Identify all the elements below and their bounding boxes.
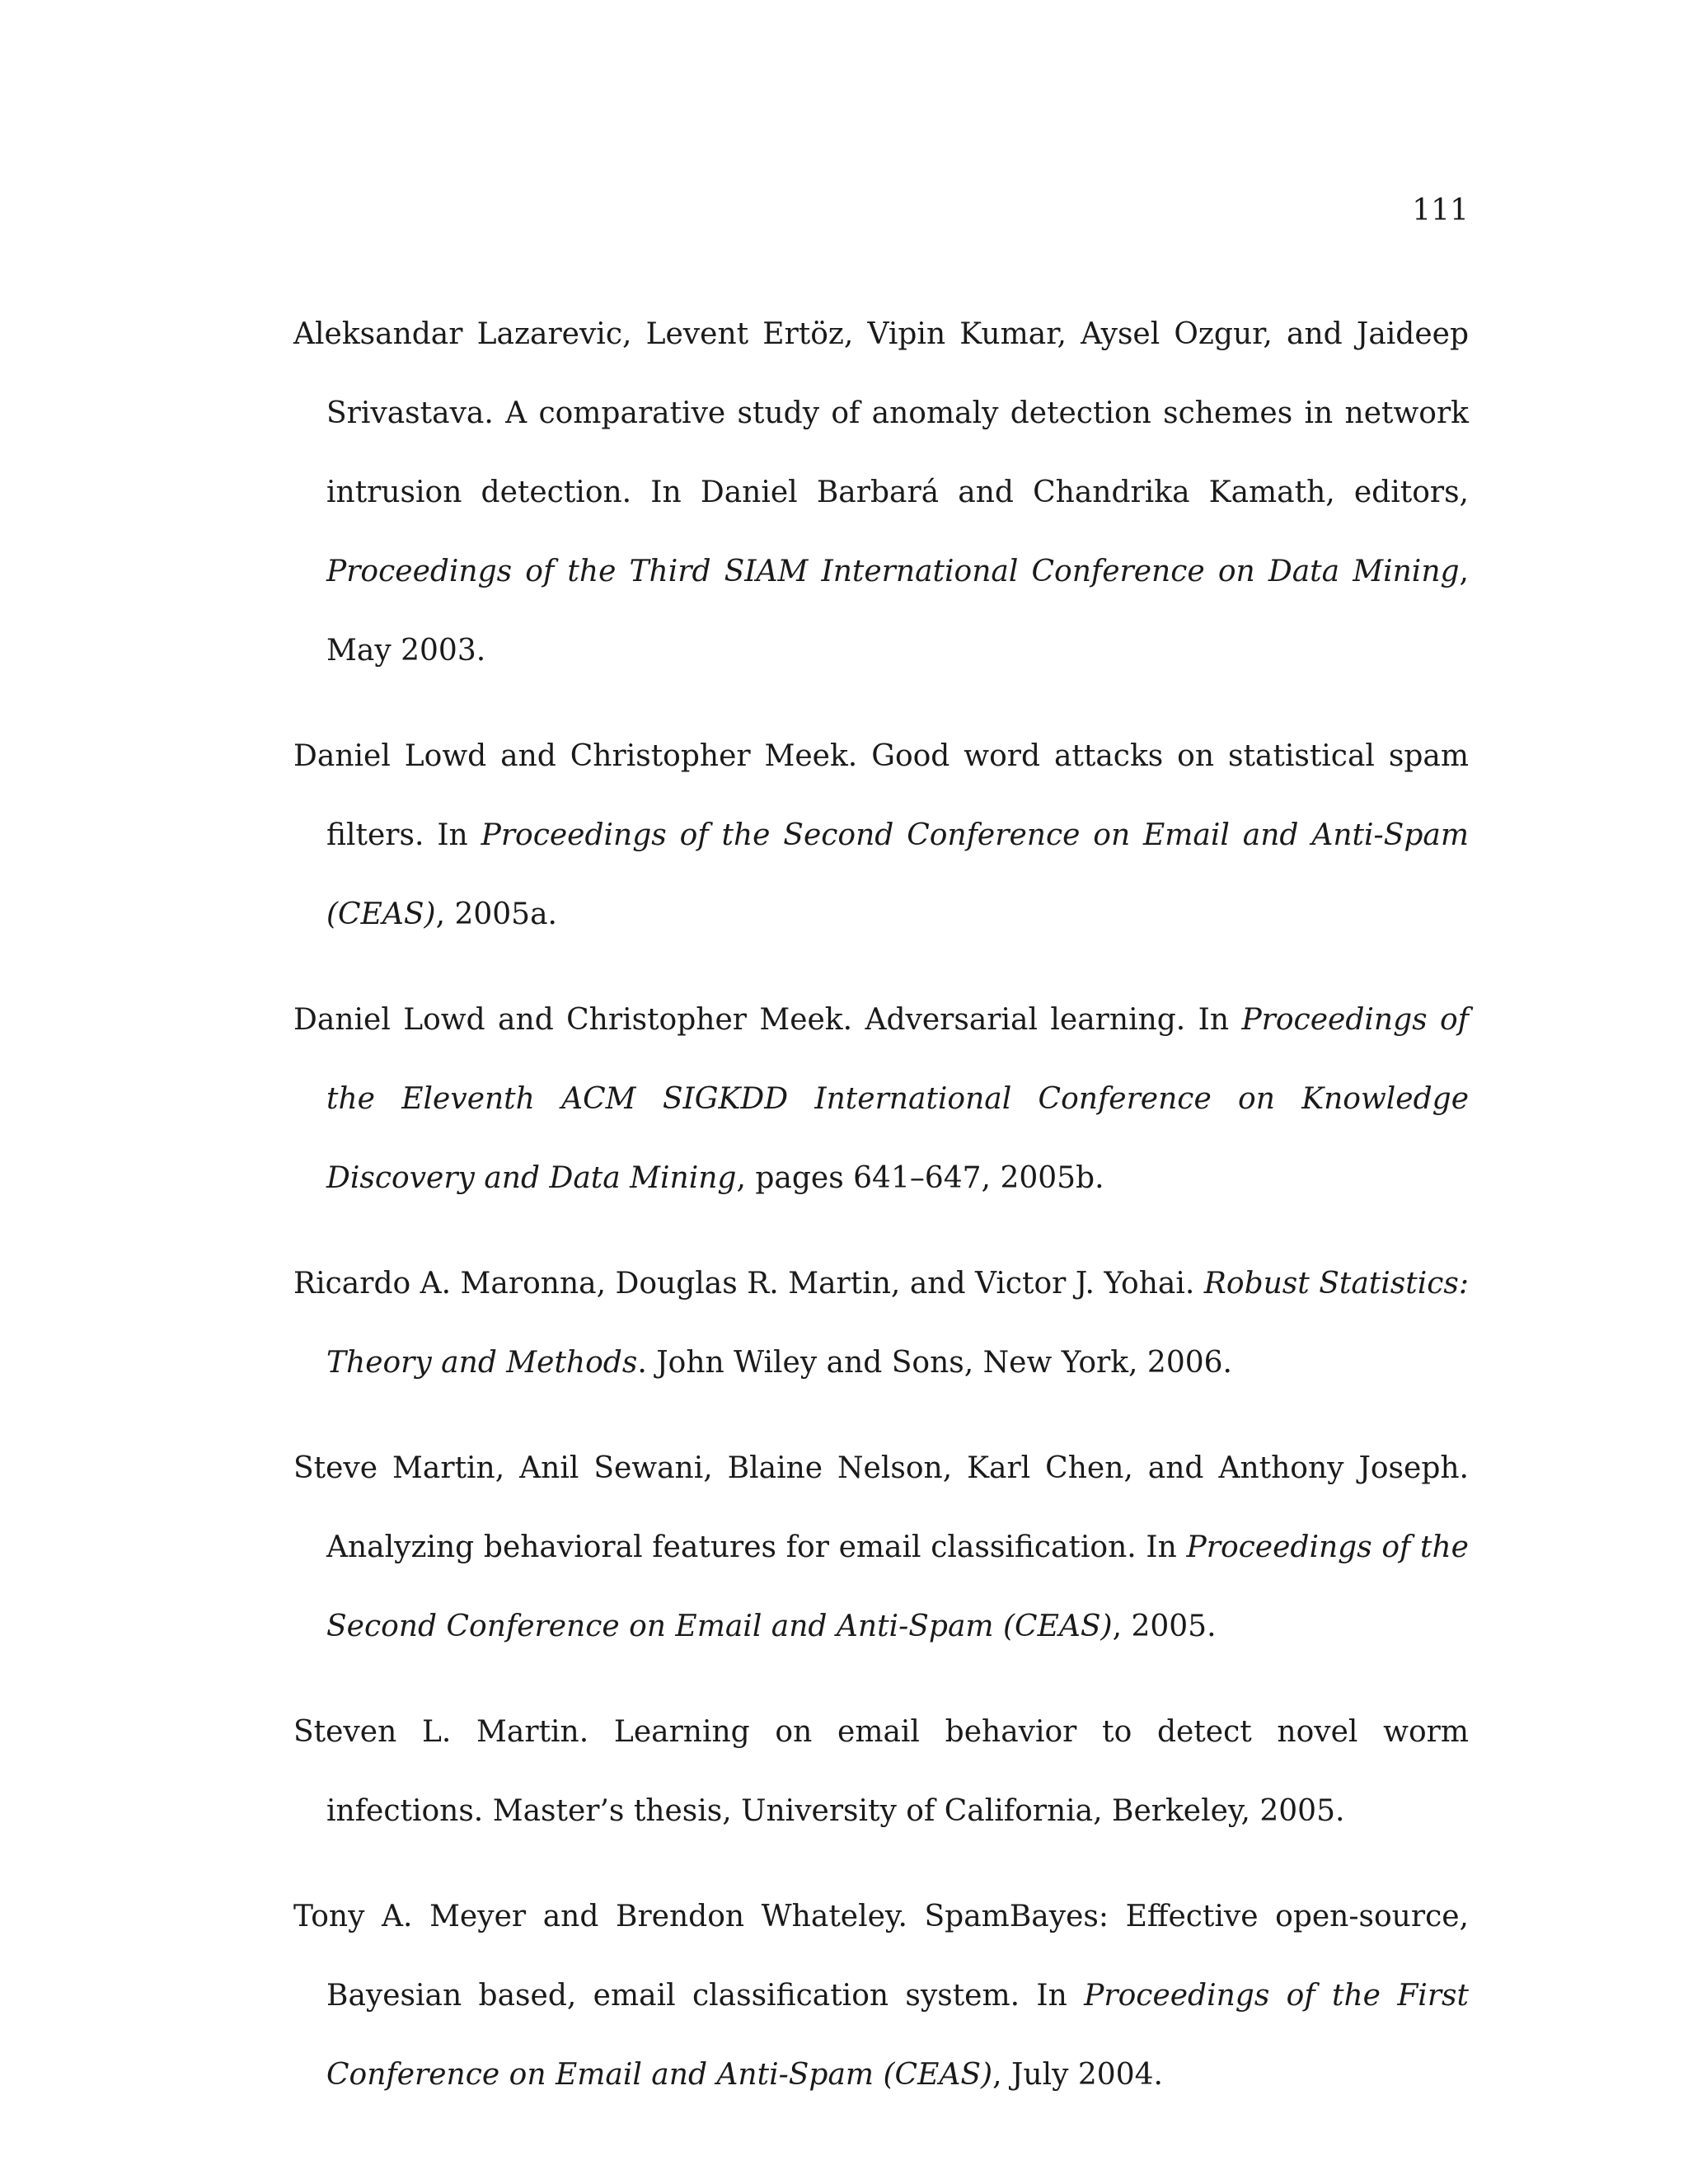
reference-tail: . John Wiley and Sons, New York, 2006. bbox=[637, 1346, 1232, 1380]
reference-venue: Proceedings of the Third SIAM International Conference on Data Mining bbox=[326, 555, 1460, 588]
reference-title: Adversarial learning. bbox=[865, 1003, 1186, 1037]
reference-pre-venue: In bbox=[1146, 1530, 1177, 1564]
reference-authors: Ricardo A. Maronna, Douglas R. Martin, and Victor J. Yohai. bbox=[293, 1267, 1195, 1301]
reference-authors: Steve Martin, Anil Sewani, Blaine Nelson, Karl Chen, and Anthony Joseph. bbox=[293, 1451, 1469, 1485]
reference-authors: Aleksandar Lazarevic, Levent Ertöz, Vipin Kumar, Aysel Ozgur, and Jaideep Srivastava. bbox=[293, 317, 1469, 430]
reference-title: A comparative study of anomaly detection schemes in network intrusion detection. bbox=[326, 396, 1469, 509]
reference-tail: , July 2004. bbox=[992, 2058, 1163, 2092]
reference-venue: Proceedings of the Second Conference on Email and Anti-Spam (CEAS) bbox=[326, 1530, 1469, 1643]
reference-venue: Proceedings of the First Conference on Email and Anti-Spam (CEAS) bbox=[326, 1979, 1469, 2092]
reference-pre-venue: In Daniel Barbará and Chandrika Kamath, editors, bbox=[650, 476, 1469, 509]
reference-authors: Daniel Lowd and Christopher Meek. bbox=[293, 739, 858, 773]
reference-tail: , May 2003. bbox=[326, 555, 1469, 668]
reference-tail: , 2005. bbox=[1112, 1610, 1217, 1643]
reference-tail: Master’s thesis, University of California, Berkeley, 2005. bbox=[492, 1794, 1345, 1828]
reference-pre-venue: In bbox=[1036, 1979, 1067, 2013]
reference-entry bbox=[293, 981, 1469, 1218]
reference-title: Analyzing behavioral features for email classification. bbox=[326, 1530, 1137, 1564]
bibliography bbox=[293, 295, 1469, 2141]
reference-authors: Daniel Lowd and Christopher Meek. bbox=[293, 1003, 853, 1037]
reference-entry bbox=[293, 1429, 1469, 1666]
reference-venue: Proceedings of the Second Conference on Email and Anti-Spam (CEAS) bbox=[326, 818, 1469, 931]
reference-pre-venue: In bbox=[1198, 1003, 1230, 1037]
reference-pre-venue: In bbox=[437, 818, 468, 852]
reference-tail: , pages 641–647, 2005b. bbox=[736, 1161, 1104, 1195]
reference-entry bbox=[293, 1693, 1469, 1851]
reference-authors: Tony A. Meyer and Brendon Whateley. bbox=[293, 1900, 907, 1933]
reference-venue: Proceedings of the Eleventh ACM SIGKDD International Conference on Knowledge Discovery and Data Mining bbox=[326, 1003, 1469, 1195]
reference-title: Learning on email behavior to detect novel worm infections. bbox=[326, 1715, 1469, 1828]
reference-authors: Steven L. Martin. bbox=[293, 1715, 589, 1749]
reference-title: SpamBayes: Effective open-source, Bayesian based, email classification system. bbox=[326, 1900, 1469, 2013]
reference-tail: , 2005a. bbox=[435, 898, 557, 931]
reference-entry bbox=[293, 717, 1469, 954]
reference-entry bbox=[293, 295, 1469, 691]
reference-title: Good word attacks on statistical spam filters. bbox=[326, 739, 1469, 852]
reference-entry bbox=[293, 1877, 1469, 2115]
reference-entry bbox=[293, 1244, 1469, 1403]
reference-venue: Robust Statistics: Theory and Methods bbox=[326, 1267, 1470, 1380]
page-number: 111 bbox=[1412, 194, 1469, 227]
